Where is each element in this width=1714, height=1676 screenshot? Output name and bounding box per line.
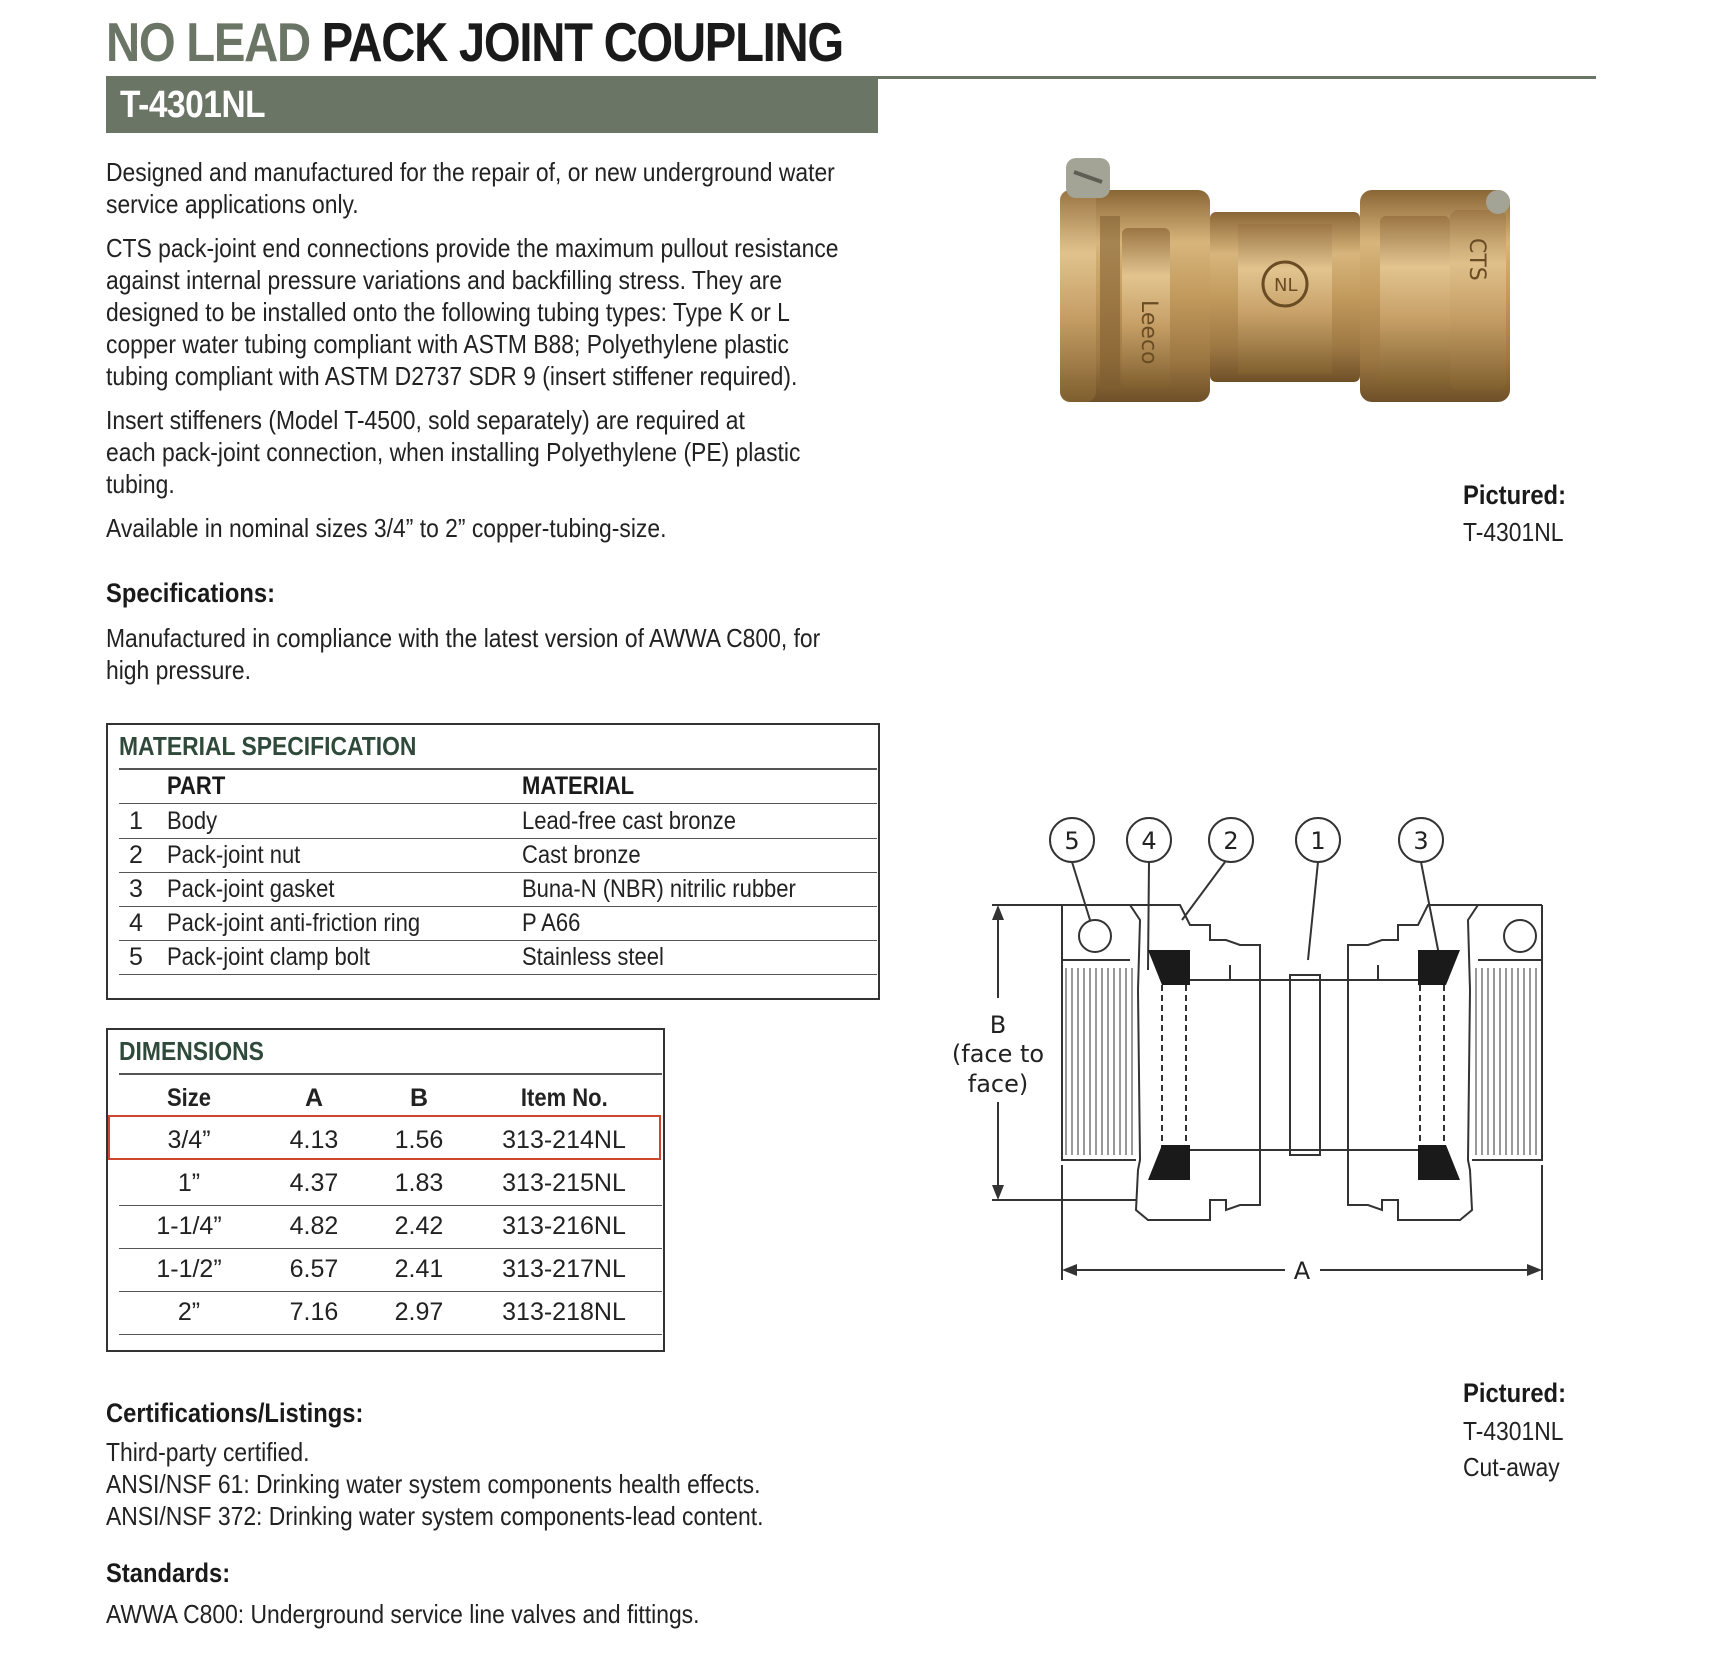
material-table-header: [119, 770, 877, 804]
dimensions-table: [106, 1028, 665, 1352]
callout-label-1: 1: [1310, 827, 1326, 855]
header-part: PART: [167, 772, 226, 800]
header-a: A: [304, 1084, 324, 1112]
pictured-text-photo: T-4301NL: [1463, 517, 1564, 547]
header-size: Size: [166, 1084, 212, 1112]
dim-b-label: B: [989, 1011, 1007, 1039]
specifications-heading: Specifications:: [106, 578, 276, 608]
dim-a-label: A: [1293, 1257, 1311, 1285]
gasket-right-top: [1418, 950, 1460, 985]
header-b: B: [409, 1084, 429, 1112]
gasket-left-bottom: [1148, 1145, 1190, 1180]
table-row: 2” 7.16 2.97 313-218NL: [119, 1292, 662, 1335]
table-row: 2 Pack-joint nut Cast bronze: [119, 839, 877, 873]
callout-label-3: 3: [1413, 827, 1429, 855]
table-row: 1 Body Lead-free cast bronze: [119, 805, 877, 839]
description-paragraph-2: CTS pack-joint end connections provide the maximum pullout resistance against internal pressure variations and backfilling stress. They are designed to be installed onto the following tubing types: Type K or L copper water tubing compliant with ASTM B88; Polyethylene plastic tubing compliant with ASTM D2737 SDR 9 (insert stiffener required).: [106, 233, 839, 391]
svg-text:NL: NL: [1274, 275, 1298, 296]
header-material: MATERIAL: [522, 772, 635, 800]
description-paragraph-4: Available in nominal sizes 3/4” to 2” copper-tubing-size.: [106, 513, 667, 543]
pictured-label-cutaway: Pictured:: [1463, 1378, 1566, 1408]
page-title: [106, 10, 843, 74]
table-row: 5 Pack-joint clamp bolt Stainless steel: [119, 941, 877, 975]
table-row: 1-1/4” 4.82 2.42 313-216NL: [119, 1206, 662, 1249]
header-item-no: Item No.: [520, 1084, 608, 1112]
svg-text:CTS: CTS: [1464, 238, 1489, 281]
pictured-label-photo: Pictured:: [1463, 480, 1566, 510]
gasket-left-top: [1148, 950, 1190, 985]
pictured-text-cutaway-1: T-4301NL: [1463, 1416, 1564, 1446]
cutaway-diagram: [930, 800, 1570, 1310]
gasket-right-bottom: [1418, 1145, 1460, 1180]
certifications-text: Third-party certified. ANSI/NSF 61: Drinking water system components health effects. ANSI/NSF 372: Drinking water system components-lead content.: [106, 1437, 764, 1531]
standards-heading: Standards:: [106, 1558, 231, 1588]
table-row: 3 Pack-joint gasket Buna-N (NBR) nitrilic rubber: [119, 873, 877, 907]
callout-label-2: 2: [1223, 827, 1239, 855]
table-row: 1-1/2” 6.57 2.41 313-217NL: [119, 1249, 662, 1292]
material-table-title: MATERIAL SPECIFICATION: [119, 731, 417, 761]
callout-label-5: 5: [1064, 827, 1080, 855]
callout-label-4: 4: [1141, 827, 1157, 855]
svg-text:Leeco: Leeco: [1136, 300, 1161, 365]
table-row: 4 Pack-joint anti-friction ring P A66: [119, 907, 877, 941]
pictured-text-cutaway-2: Cut-away: [1463, 1452, 1560, 1482]
dim-b-label-line2: (face to: [951, 1040, 1045, 1068]
material-spec-table: [106, 723, 880, 1000]
certifications-heading: Certifications/Listings:: [106, 1398, 364, 1428]
table-row: 1” 4.37 1.83 313-215NL: [119, 1163, 662, 1206]
dim-b-label-line3: face): [967, 1070, 1029, 1098]
description-paragraph-1: Designed and manufactured for the repair of, or new underground water service applications only.: [106, 157, 835, 219]
title-prefix: NO LEAD: [106, 11, 310, 73]
specifications-text: Manufactured in compliance with the latest version of AWWA C800, for high pressure.: [106, 623, 821, 685]
description-paragraph-3: Insert stiffeners (Model T-4500, sold separately) are required at each pack-joint connection, when installing Polyethylene (PE) plastic tubing.: [106, 405, 801, 499]
table-row: 3/4” 4.13 1.56 313-214NL: [167, 1126, 626, 1154]
table-divider: [119, 1073, 662, 1075]
product-photo: [1050, 150, 1520, 430]
model-number: T-4301NL: [120, 84, 266, 126]
standards-text: AWWA C800: Underground service line valves and fittings.: [106, 1599, 700, 1629]
title-main: PACK JOINT COUPLING: [321, 11, 843, 73]
dimensions-table-title: DIMENSIONS: [119, 1036, 264, 1066]
